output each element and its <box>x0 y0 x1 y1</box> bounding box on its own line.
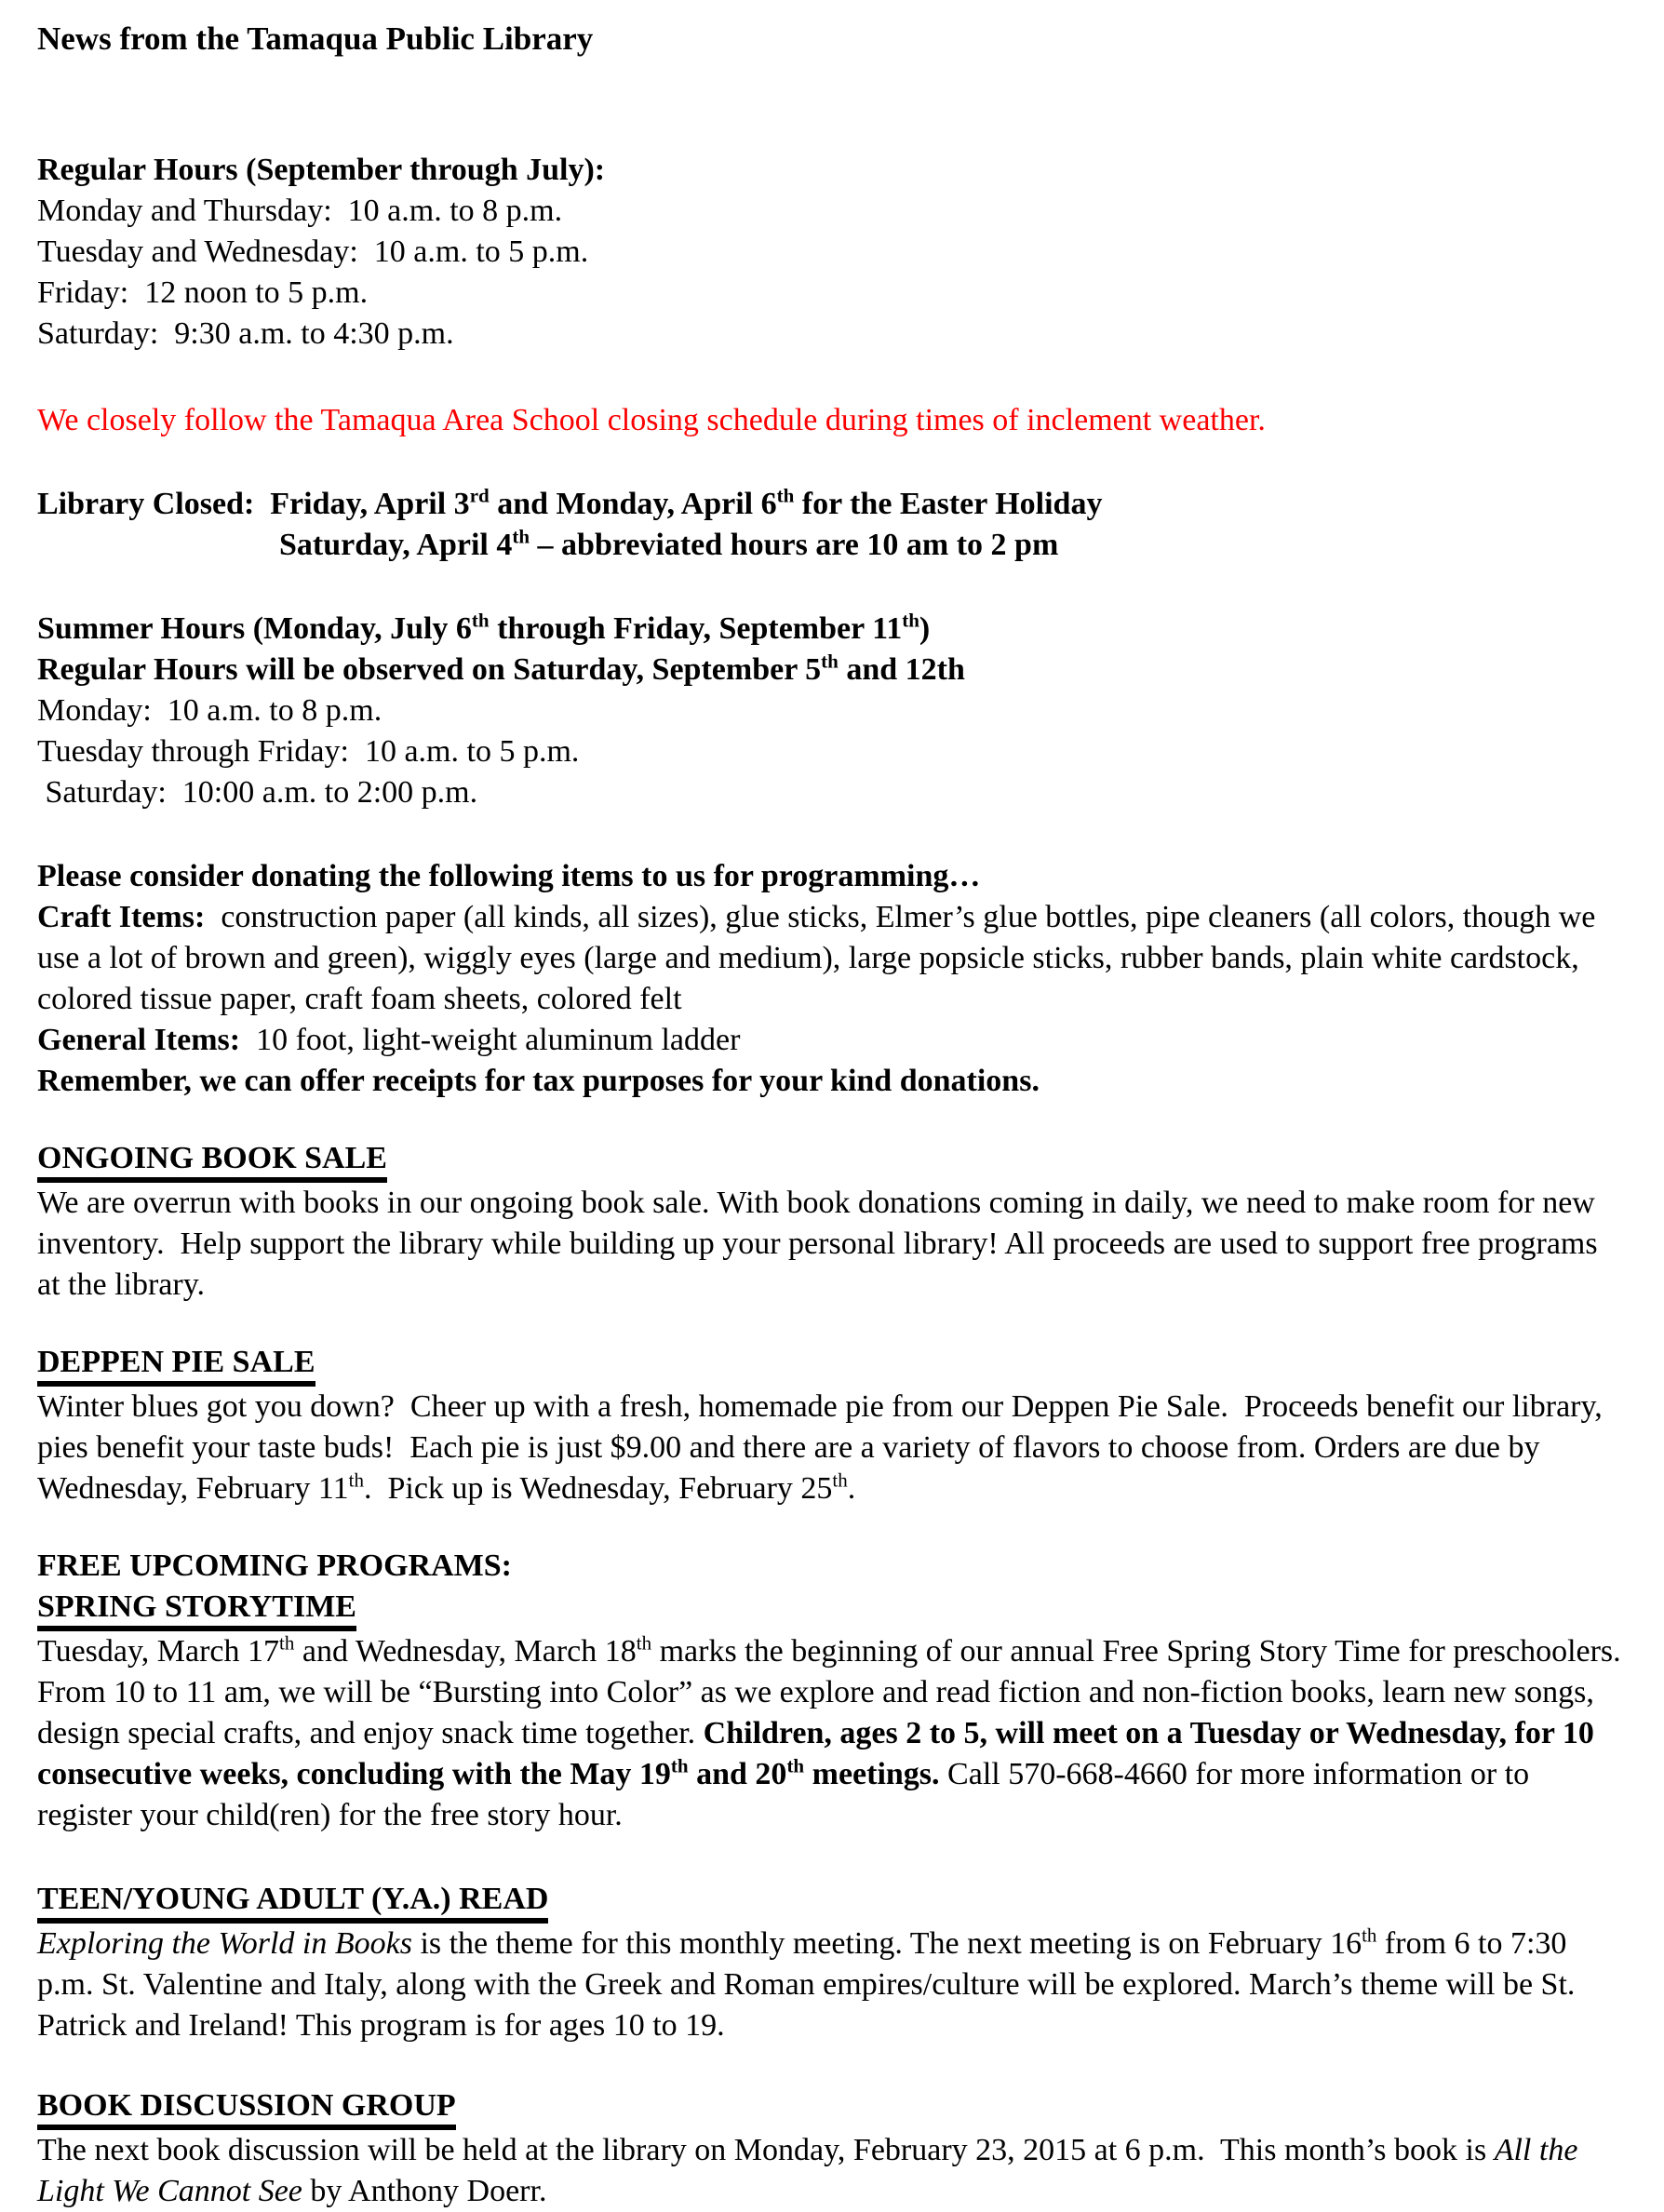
library-closed-line1 <box>37 484 1623 525</box>
spring-storytime-body <box>37 1631 1630 1836</box>
text-segment: and 12th <box>838 652 965 687</box>
ordinal-superscript: rd <box>469 484 490 507</box>
ordinal-superscript: th <box>821 650 839 673</box>
text-segment: Call 570-668-4660 for more information or to register your child(ren) for the free story hour. <box>37 1757 1537 1833</box>
donations-heading: Please consider donating the following items to us for programming… <box>37 859 981 893</box>
book-title-italic: Exploring the World in Books <box>37 1926 412 1962</box>
text-segment: construction paper (all kinds, all sizes), glue sticks, Elmer’s glue bottles, pipe cleaners (all colors, though we use a lot of brown and green), wiggly eyes (large and medium), large popsicle sticks, rubber bands, plain white cardstock, colored tissue paper, craft foam sheets, colored felt <box>37 900 1604 1016</box>
book-title-italic: All the Light We Cannot See <box>37 2133 1586 2209</box>
text-segment: 10 foot, light-weight aluminum ladder <box>240 1023 741 1057</box>
ordinal-superscript: th <box>786 1754 805 1777</box>
text-segment: and Monday, April 6 <box>489 487 777 521</box>
deppen-pie-sale-heading-line <box>37 1342 1623 1387</box>
section-weather-notice <box>37 400 1623 441</box>
teen-read-heading: TEEN/YOUNG ADULT (Y.A.) READ <box>37 1882 548 1924</box>
section-ongoing-book-sale <box>37 1138 1623 1306</box>
ordinal-superscript: th <box>902 609 919 632</box>
text-segment: by Anthony Doerr. <box>302 2174 547 2209</box>
ordinal-superscript: th <box>471 609 490 632</box>
regular-hours-heading: Regular Hours (September through July): <box>37 153 606 187</box>
text-segment: marks the beginning of our annual Free Spring Story Time for preschoolers. From 10 to 11 am, we will be “Bursting into Color” as we explore and read fiction and non-fiction books, learn new songs, design special crafts, and enjoy snack time together. <box>37 1634 1630 1751</box>
donations-note: Remember, we can offer receipts for tax purposes for your kind donations. <box>37 1064 1040 1098</box>
ordinal-superscript: th <box>636 1631 652 1655</box>
ordinal-superscript: th <box>776 484 795 507</box>
summer-hours-heading <box>37 609 1623 650</box>
text-segment: Library Closed: Friday, April 3 <box>37 487 470 521</box>
section-free-programs <box>37 1546 1630 1836</box>
summer-hours-line: Tuesday through Friday: 10 a.m. to 5 p.m. <box>37 734 580 769</box>
section-teen-read <box>37 1879 1623 2046</box>
teen-read-body <box>37 1924 1623 2046</box>
ordinal-superscript: th <box>348 1468 364 1492</box>
deppen-pie-sale-heading: DEPPEN PIE SALE <box>37 1345 315 1387</box>
section-deppen-pie-sale <box>37 1342 1623 1509</box>
text-segment: Winter blues got you down? Cheer up with a fresh, homemade pie from our Deppen Pie Sale. Proceeds benefit our library, pies benefit your taste buds! Each pie is just $9.00 and there are a variety of flavors to choose from. Orders are due by Wednesday, February 11 <box>37 1389 1611 1507</box>
ordinal-superscript: th <box>670 1754 689 1777</box>
ongoing-book-sale-body: We are overrun with books in our ongoing book sale. With book donations coming in daily, we need to make room for new inventory. Help support the library while building up your personal library! All proceeds are used to support free programs at the library. <box>37 1186 1606 1303</box>
text-segment: is the theme for this monthly meeting. The next meeting is on February 16 <box>411 1926 1362 1962</box>
book-discussion-heading: BOOK DISCUSSION GROUP <box>37 2088 456 2130</box>
text-segment: Saturday, April 4 <box>279 528 513 562</box>
page-title: News from the Tamaqua Public Library <box>37 20 594 57</box>
text-segment: for the Easter Holiday <box>794 487 1103 521</box>
regular-hours-line: Tuesday and Wednesday: 10 a.m. to 5 p.m. <box>37 235 589 269</box>
summer-hours-observed <box>37 650 1623 690</box>
text-segment: through Friday, September 11 <box>489 611 903 646</box>
ordinal-superscript: th <box>832 1468 848 1492</box>
donations-general-items <box>37 1020 1623 1061</box>
regular-hours-line: Friday: 12 noon to 5 p.m. <box>37 275 369 310</box>
weather-notice: We closely follow the Tamaqua Area School closing schedule during times of inclement weather. <box>37 403 1266 437</box>
donations-craft-items <box>37 897 1623 1020</box>
section-donations <box>37 856 1623 1102</box>
section-book-discussion <box>37 2085 1623 2212</box>
text-segment-bold: Children, ages 2 to 5, will meet on a Tuesday or Wednesday, for 10 consecutive weeks, concluding with the May 19 <box>37 1716 1603 1792</box>
text-segment: from 6 to 7:30 p.m. St. Valentine and Italy, along with the Greek and Roman empires/culture will be explored. March’s theme will be St. Patrick and Ireland! This program is for ages 10 to 19. <box>37 1926 1583 2044</box>
ongoing-book-sale-heading-line <box>37 1138 1623 1183</box>
regular-hours-line: Monday and Thursday: 10 a.m. to 8 p.m. <box>37 194 563 228</box>
book-discussion-heading-line <box>37 2085 1623 2130</box>
section-summer-hours <box>37 609 1623 813</box>
regular-hours-line: Saturday: 9:30 a.m. to 4:30 p.m. <box>37 316 454 351</box>
text-segment: The next book discussion will be held at the library on Monday, February 23, 2015 at 6 p.m. This month’s book is <box>37 2133 1495 2168</box>
free-programs-heading: FREE UPCOMING PROGRAMS: <box>37 1548 512 1584</box>
spring-storytime-heading: SPRING STORYTIME <box>37 1589 356 1631</box>
book-discussion-body <box>37 2130 1623 2212</box>
text-segment: . Pick up is Wednesday, February 25 <box>363 1471 833 1507</box>
general-items-label: General Items: <box>37 1023 241 1057</box>
ordinal-superscript: th <box>279 1631 295 1655</box>
text-segment: – abbreviated hours are 10 am to 2 pm <box>530 528 1059 562</box>
summer-hours-line: Saturday: 10:00 a.m. to 2:00 p.m. <box>37 775 478 810</box>
summer-hours-line: Monday: 10 a.m. to 8 p.m. <box>37 693 382 728</box>
text-segment-bold: meetings. <box>804 1757 940 1792</box>
spring-storytime-heading-line <box>37 1587 1623 1631</box>
deppen-pie-sale-body <box>37 1387 1623 1509</box>
ordinal-superscript: th <box>512 525 530 548</box>
text-segment: Regular Hours will be observed on Saturday, September 5 <box>37 652 822 687</box>
library-closed-line2 <box>37 525 1623 566</box>
craft-items-label: Craft Items: <box>37 900 206 934</box>
section-regular-hours <box>37 150 1623 355</box>
text-segment-bold: and 20 <box>688 1757 787 1792</box>
text-segment: . <box>847 1471 856 1507</box>
section-library-closed <box>37 484 1623 566</box>
text-segment: and Wednesday, March 18 <box>294 1634 637 1669</box>
text-segment: ) <box>919 611 931 646</box>
teen-read-heading-line <box>37 1879 1623 1924</box>
text-segment: Summer Hours (Monday, July 6 <box>37 611 472 646</box>
ordinal-superscript: th <box>1362 1924 1377 1947</box>
text-segment: Tuesday, March 17 <box>37 1634 280 1669</box>
ongoing-book-sale-heading: ONGOING BOOK SALE <box>37 1141 387 1183</box>
